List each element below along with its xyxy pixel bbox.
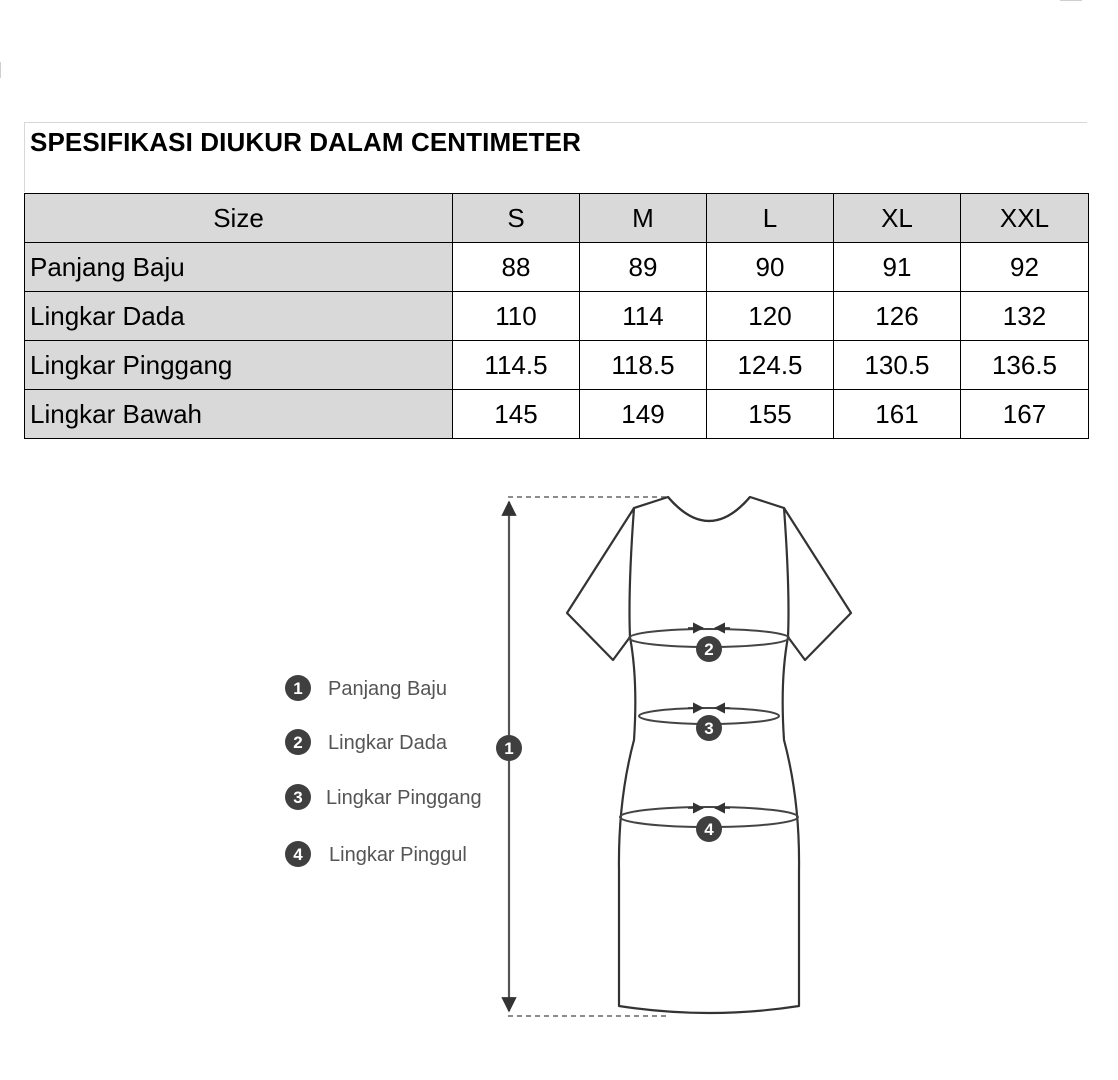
measurement-label: Lingkar Bawah	[25, 390, 453, 439]
table-cell: 89	[580, 243, 707, 292]
table-cell: 126	[834, 292, 961, 341]
table-cell: 88	[453, 243, 580, 292]
legend	[285, 675, 482, 867]
legend-item	[285, 675, 447, 701]
legend-item	[285, 729, 448, 755]
legend-number: 1	[293, 679, 303, 698]
legend-label: Lingkar Dada	[328, 732, 447, 754]
size-column-header: XXL	[961, 194, 1089, 243]
table-cell: 124.5	[707, 341, 834, 390]
size-header-cell: Size	[25, 194, 453, 243]
table-cell: 132	[961, 292, 1089, 341]
measurement-label: Panjang Baju	[25, 243, 453, 292]
measure-number: 2	[704, 640, 714, 659]
legend-label: Lingkar Pinggul	[329, 844, 467, 866]
table-cell: 167	[961, 390, 1089, 439]
measure-number: 1	[504, 739, 514, 758]
measurement-label: Lingkar Dada	[25, 292, 453, 341]
size-column-header: S	[453, 194, 580, 243]
legend-label: Lingkar Pinggang	[326, 787, 482, 809]
table-cell: 118.5	[580, 341, 707, 390]
table-cell: 145	[453, 390, 580, 439]
size-column-header: XL	[834, 194, 961, 243]
measure-number: 3	[704, 719, 714, 738]
legend-number: 4	[293, 845, 303, 864]
table-cell: 149	[580, 390, 707, 439]
table-cell: 136.5	[961, 341, 1089, 390]
size-column-header: L	[707, 194, 834, 243]
measurement-label: Lingkar Pinggang	[25, 341, 453, 390]
table-cell: 120	[707, 292, 834, 341]
table-cell: 130.5	[834, 341, 961, 390]
legend-item	[285, 784, 482, 810]
table-cell: 114.5	[453, 341, 580, 390]
table-cell: 92	[961, 243, 1089, 292]
measure-number: 4	[704, 820, 714, 839]
size-column-header: M	[580, 194, 707, 243]
table-cell: 110	[453, 292, 580, 341]
table-cell: 114	[580, 292, 707, 341]
dress-outline-icon	[567, 497, 851, 1013]
table-cell: 91	[834, 243, 961, 292]
page-title: SPESIFIKASI DIUKUR DALAM CENTIMETER	[30, 127, 581, 157]
legend-item	[285, 841, 467, 867]
table-cell: 161	[834, 390, 961, 439]
legend-number: 3	[293, 788, 303, 807]
legend-label: Panjang Baju	[328, 678, 447, 700]
table-cell: 155	[707, 390, 834, 439]
legend-number: 2	[293, 733, 303, 752]
table-cell: 90	[707, 243, 834, 292]
